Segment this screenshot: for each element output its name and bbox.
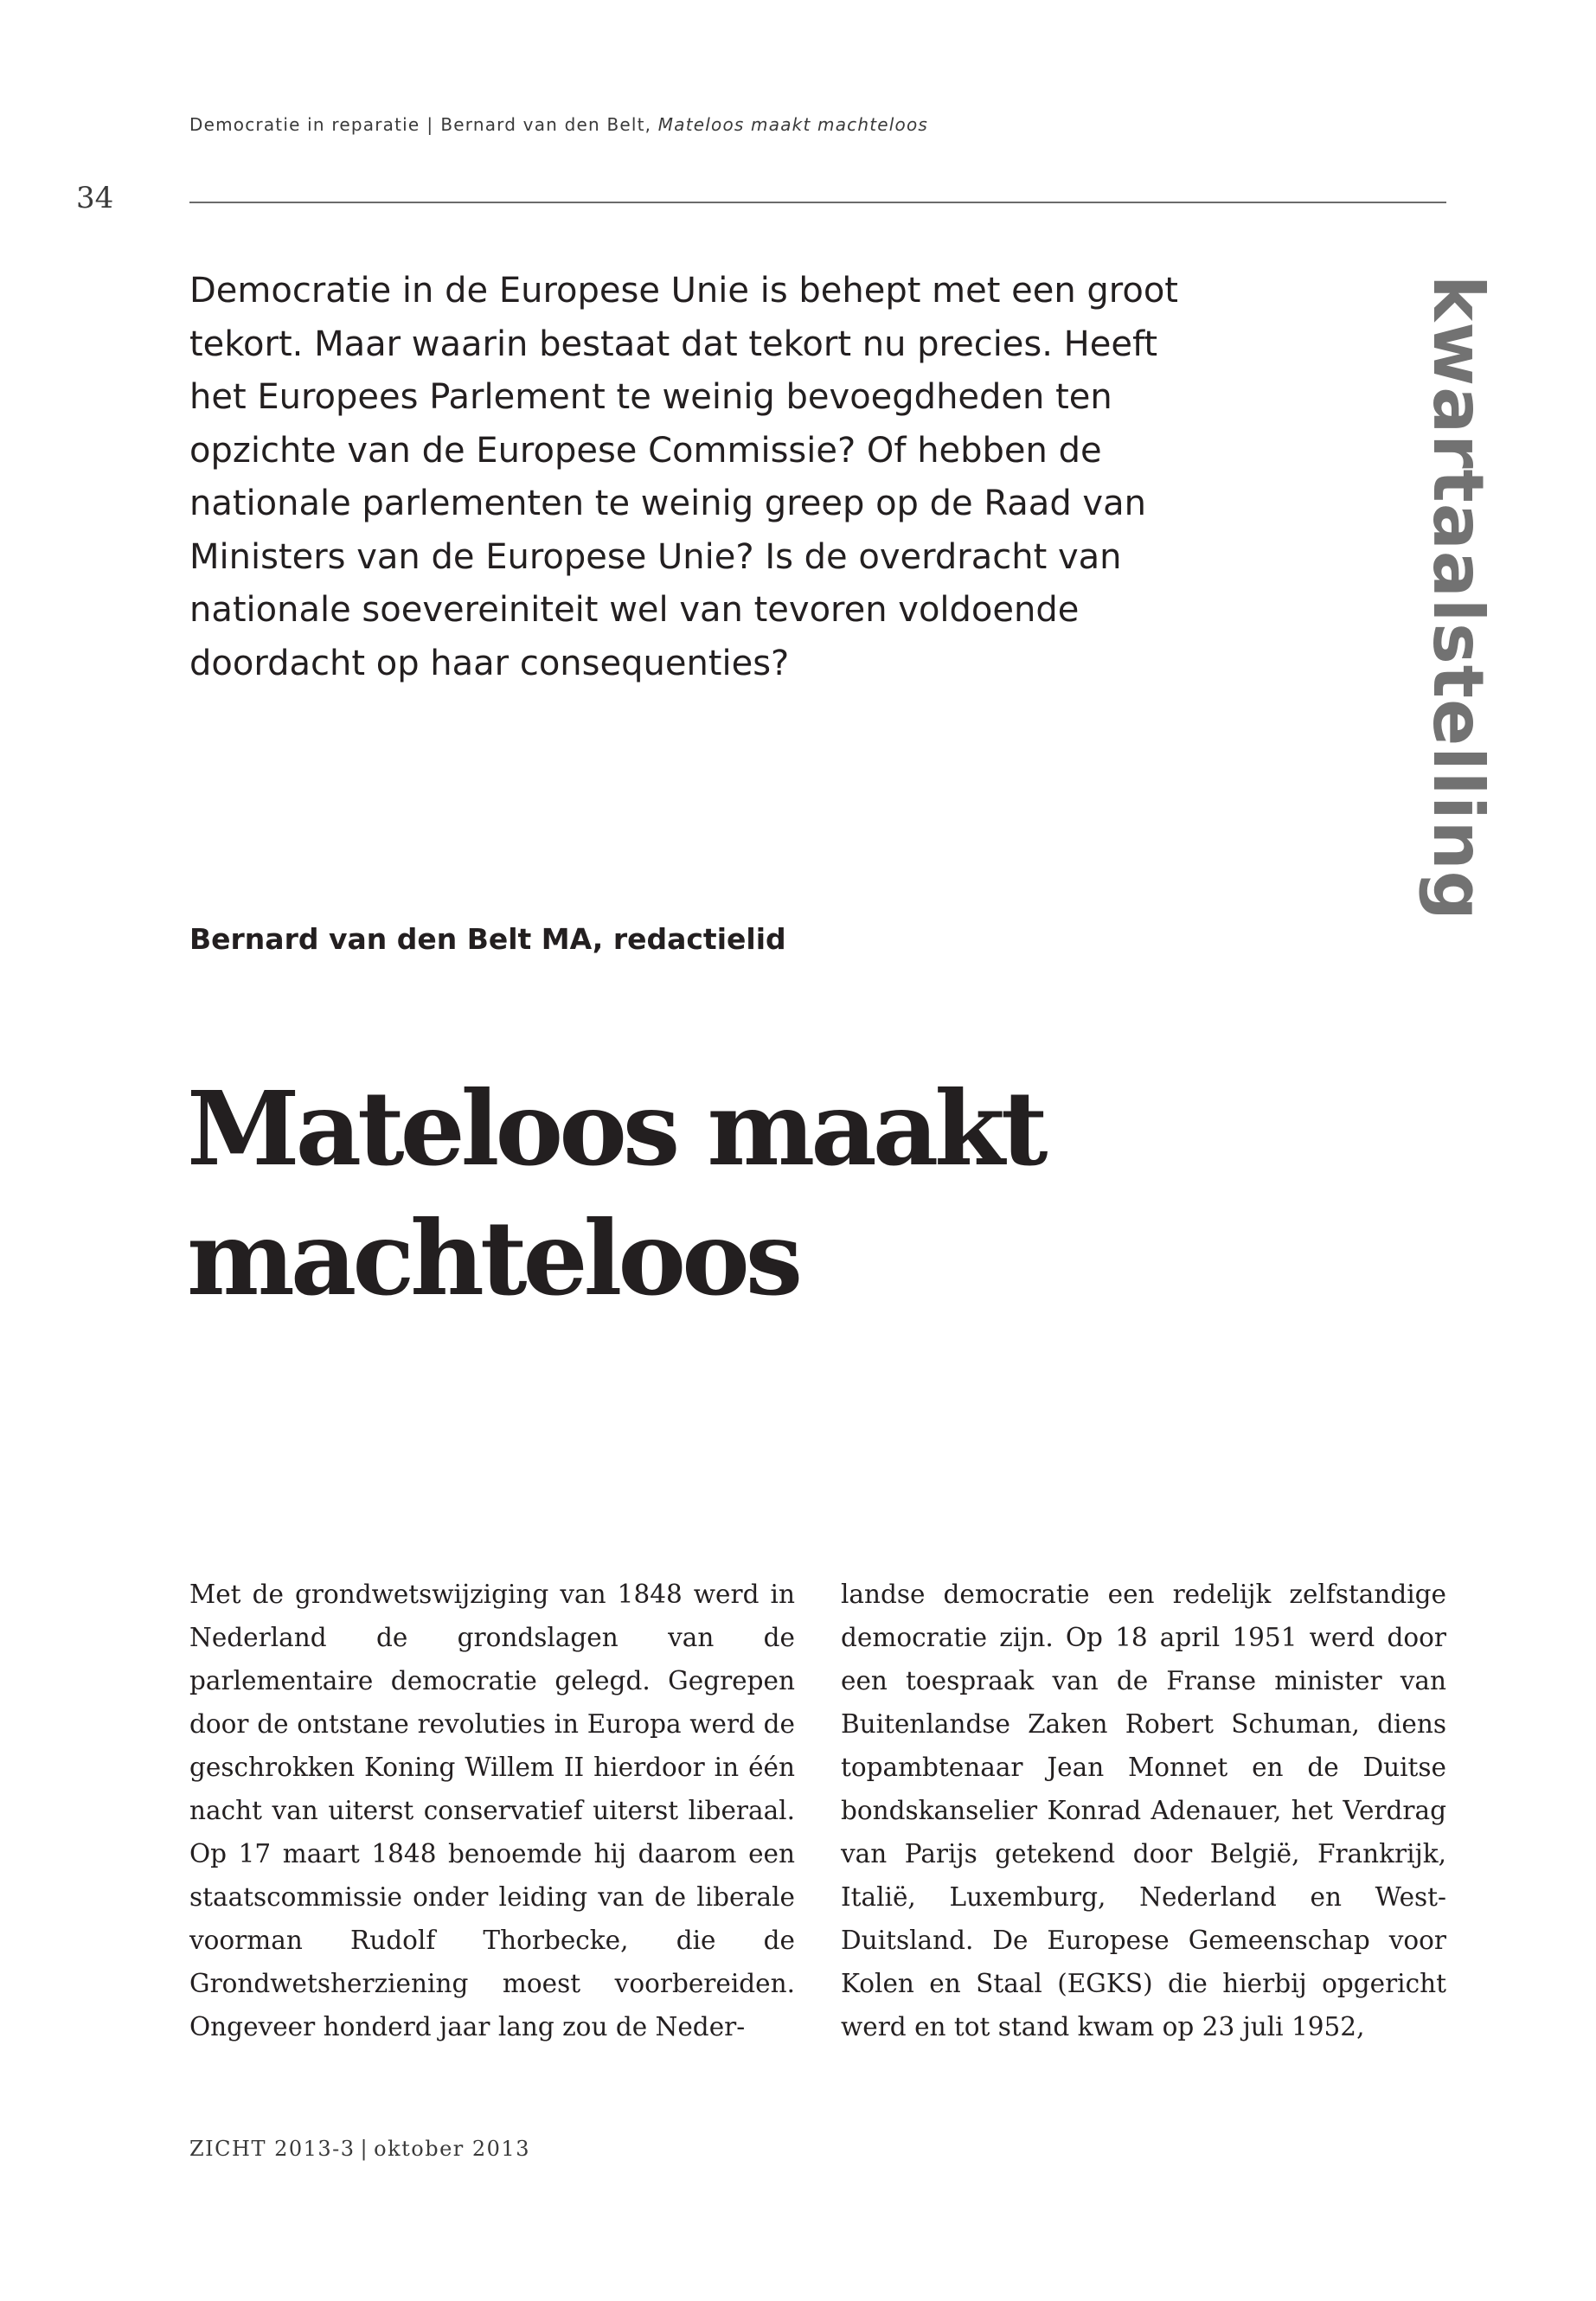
article-title-line-1: Mateloos maakt xyxy=(187,1068,1044,1189)
author-byline: Bernard van den Belt MA, redactielid xyxy=(189,922,786,956)
running-head-author: Bernard van den Belt, xyxy=(440,114,652,135)
footer-separator: | xyxy=(360,2137,369,2161)
header-rule xyxy=(189,202,1446,203)
footer-date: oktober 2013 xyxy=(374,2137,530,2161)
footer xyxy=(189,2137,530,2161)
running-head-separator: | xyxy=(426,114,434,135)
article-title-line-2: machteloos xyxy=(187,1198,799,1318)
running-head-article-title: Mateloos maakt machteloos xyxy=(657,114,929,135)
footer-issue: ZICHT 2013-3 xyxy=(189,2137,356,2161)
running-head xyxy=(189,114,928,135)
article-title xyxy=(187,1064,1268,1324)
body-column-right: landse democratie een redelijk zelfstandige democratie zijn. Op 18 april 1951 werd door een toespraak van de Franse minister van Buitenlandse Zaken Robert Schuman, diens topambtenaar Jean Monnet en de Duitse bondskanselier Konrad Adenauer, het Verdrag van Parijs getekend door België, Frankrijk, Italië, Luxemburg, Nederland en West-Duitsland. De Europese Gemeenschap voor Kolen en Staal (EGKS) die hierbij opgericht werd en tot stand kwam op 23 juli 1952, xyxy=(841,1580,1446,2041)
running-head-section: Democratie in reparatie xyxy=(189,114,420,135)
page-number: 34 xyxy=(76,181,114,215)
body-column-left: Met de grondwetswijziging van 1848 werd in Nederland de grondslagen van de parlementaire democratie gelegd. Gegrepen door de ontstane revoluties in Europa werd de geschrokken Koning Willem II hierdoor in één nacht van uiterst conservatief uiterst liberaal. Op 17 maart 1848 benoemde hij daarom een staatscommissie onder leiding van de liberale voorman Rudolf Thorbecke, die de Grondwetsherziening moest voorbereiden. Ongeveer honderd jaar lang zou de Neder- xyxy=(189,1580,795,2041)
lead-paragraph: Democratie in de Europese Unie is behept met een groot tekort. Maar waarin bestaat dat tekort nu precies. Heeft het Europees Parlement te weinig bevoegdheden ten opzichte van de Europese Commissie? Of hebben de nationale parlementen te weinig greep op de Raad van Ministers van de Europese Unie? Is de overdracht van nationale soevereiniteit wel van tevoren voldoende doordacht op haar consequenties? xyxy=(189,271,1178,683)
section-tag-vertical: kwartaalstelling xyxy=(1418,275,1498,921)
